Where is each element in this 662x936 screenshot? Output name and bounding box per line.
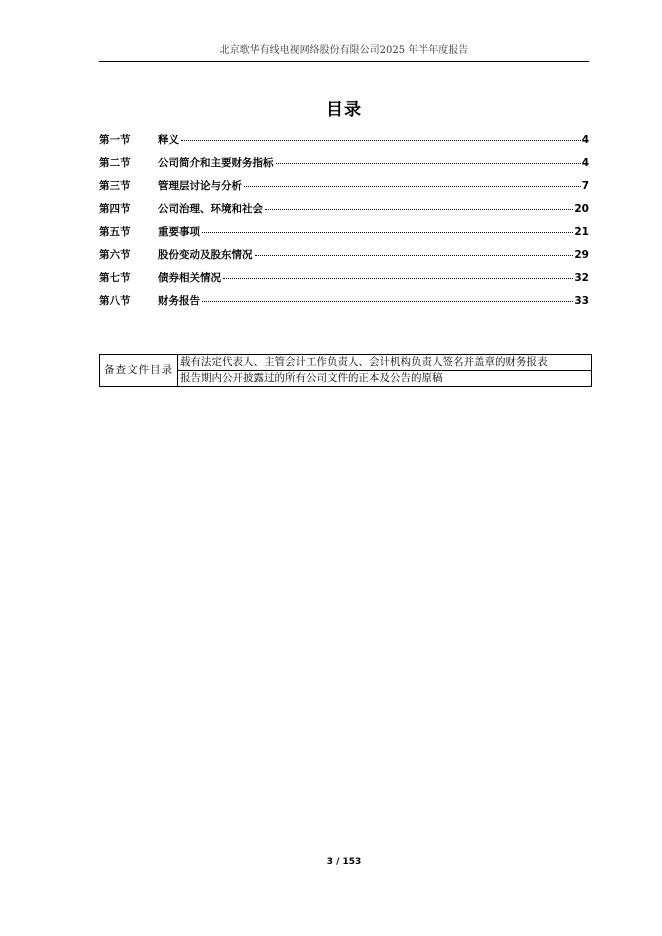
- toc-dot-leader: [223, 277, 573, 279]
- toc-section-number: 第六节: [99, 249, 131, 261]
- toc-entry[interactable]: [99, 221, 589, 244]
- toc-page-number: 21: [574, 226, 589, 238]
- toc-section-number: 第二节: [99, 157, 131, 169]
- toc-section-title: 财务报告: [158, 295, 200, 307]
- reference-documents-table: [99, 354, 592, 387]
- toc-entry[interactable]: [99, 290, 589, 313]
- toc-page-number: 32: [574, 272, 589, 284]
- toc-page-number: 7: [581, 180, 589, 192]
- toc-page-number: 33: [574, 295, 589, 307]
- toc-section-title: 公司简介和主要财务指标: [158, 157, 274, 169]
- reference-documents-label: 备查文件目录: [100, 355, 178, 387]
- toc-section-number: 第三节: [99, 180, 131, 192]
- toc-section-title: 重要事项: [158, 226, 200, 238]
- toc-section-number: 第七节: [99, 272, 131, 284]
- toc-page-number: 4: [581, 157, 589, 169]
- toc-dot-leader: [276, 162, 581, 164]
- toc-section-title: 债券相关情况: [158, 272, 221, 284]
- toc-section-title: 释义: [158, 134, 179, 146]
- toc-title: 目录: [326, 100, 362, 120]
- toc-entry[interactable]: [99, 198, 589, 221]
- toc-dot-leader: [244, 185, 581, 187]
- toc-dot-leader: [202, 300, 573, 302]
- toc-section-number: 第五节: [99, 226, 131, 238]
- toc-entry[interactable]: [99, 244, 589, 267]
- header-divider: [99, 61, 589, 62]
- toc-entry[interactable]: [99, 152, 589, 175]
- toc-dot-leader: [202, 231, 573, 233]
- table-of-contents: [99, 129, 589, 313]
- toc-section-title: 股份变动及股东情况: [158, 249, 253, 261]
- toc-dot-leader: [181, 139, 581, 141]
- table-row: [100, 355, 592, 371]
- toc-page-number: 29: [574, 249, 589, 261]
- toc-entry[interactable]: [99, 129, 589, 152]
- toc-section-title: 公司治理、环境和社会: [158, 203, 263, 215]
- toc-page-number: 20: [574, 203, 589, 215]
- report-header-title: 北京歌华有线电视网络股份有限公司2025 年半年度报告: [219, 45, 469, 56]
- toc-section-title: 管理层讨论与分析: [158, 180, 242, 192]
- toc-entry[interactable]: [99, 175, 589, 198]
- reference-document-item: 载有法定代表人、主管会计工作负责人、会计机构负责人签名并盖章的财务报表: [178, 355, 592, 371]
- toc-section-number: 第四节: [99, 203, 131, 215]
- toc-dot-leader: [265, 208, 573, 210]
- toc-entry[interactable]: [99, 267, 589, 290]
- toc-page-number: 4: [581, 134, 589, 146]
- toc-section-number: 第八节: [99, 295, 131, 307]
- page-number-indicator: 3 / 153: [326, 857, 362, 867]
- toc-dot-leader: [255, 254, 574, 256]
- toc-section-number: 第一节: [99, 134, 131, 146]
- reference-document-item: 报告期内公开披露过的所有公司文件的正本及公告的原稿: [178, 371, 592, 387]
